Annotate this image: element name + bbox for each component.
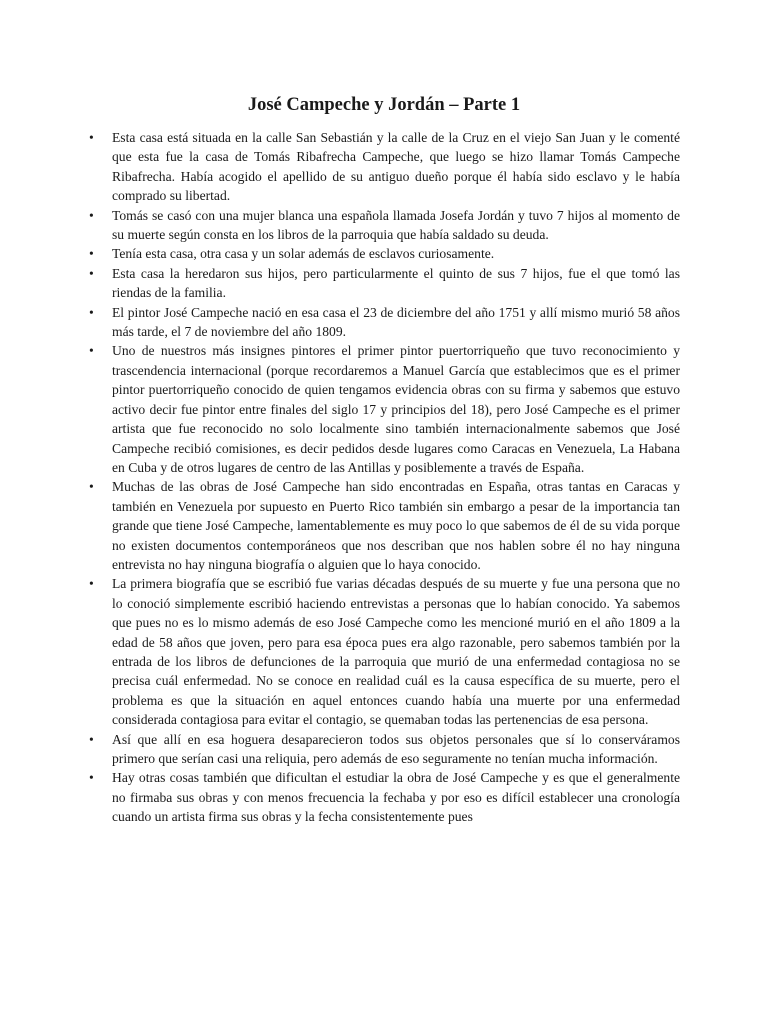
bullet-icon: •: [89, 770, 94, 786]
list-item: [88, 128, 680, 206]
paragraph-text: Esta casa la heredaron sus hijos, pero particularmente el quinto de sus 7 hijos, fue el que tomó las riendas de la familia.: [112, 265, 680, 301]
paragraph-text: Tomás se casó con una mujer blanca una española llamada Josefa Jordán y tuvo 7 hijos al momento de su muerte según consta en los libros de la parroquia que había saldado su deuda.: [112, 207, 680, 243]
bullet-icon: •: [89, 207, 94, 223]
document-title: José Campeche y Jordán – Parte 1: [247, 95, 521, 115]
bullet-icon: •: [89, 731, 94, 747]
bullet-icon: •: [89, 304, 94, 320]
bullet-list: [88, 128, 680, 827]
list-item: [88, 477, 680, 574]
bullet-icon: •: [89, 576, 94, 592]
paragraph-text: Muchas de las obras de José Campeche han sido encontradas en España, otras tantas en Caracas y también en Venezuela por supuesto en Puerto Rico también sin embargo a pesar de la importancia tan grande que tiene José Campeche, lamentablemente es muy poco lo que sabemos de él de su vida porque no existen documentos contemporáneos que nos describan que nos hablen sobre él no hay ninguna entrevista no hay ninguna biografía o alguien que lo haya conocido.: [112, 479, 680, 572]
list-item: [88, 341, 680, 477]
list-item: [88, 730, 680, 769]
paragraph-text: El pintor José Campeche nació en esa casa el 23 de diciembre del año 1751 y allí mismo murió 58 años más tarde, el 7 de noviembre del año 1809.: [112, 304, 680, 340]
list-item: [88, 206, 680, 245]
paragraph-text: Tenía esta casa, otra casa y un solar además de esclavos curiosamente.: [112, 246, 495, 262]
paragraph-text: La primera biografía que se escribió fue varias décadas después de su muerte y fue una persona que no lo conoció simplemente escribió haciendo entrevistas a personas que lo habían conocido. Ya sabemos que pues no es lo mismo además de eso José Campeche como les mencioné murió en el año 1809 a la edad de 58 años que joven, pero para esa época pues era algo razonable, pero sabemos también por la entrada de los libros de defunciones de la parroquia que murió de una enfermedad contagiosa no se precisa cuál enfermedad. No se conoce en realidad cuál es la causa específica de su muerte, pero el problema es que la situación en aquel entonces cuando había una muerte por una enfermedad considerada contagiosa para evitar el contagio, se quemaban todas las pertenencias de esa persona.: [112, 576, 680, 728]
paragraph-text: Esta casa está situada en la calle San Sebastián y la calle de la Cruz en el viejo San Juan y le comenté que esta fue la casa de Tomás Ribafrecha Campeche, que luego se hizo llamar Tomás Campeche Ribafrecha. Había acogido el apellido de su antiguo dueño porque él había sido esclavo y le había comprado su libertad.: [112, 130, 680, 204]
bullet-icon: •: [89, 265, 94, 281]
list-item: [88, 264, 680, 303]
list-item: [88, 303, 680, 342]
bullet-icon: •: [89, 130, 94, 145]
bullet-icon: •: [89, 479, 94, 495]
bullet-icon: •: [89, 246, 94, 262]
bullet-icon: •: [89, 343, 94, 359]
list-item: [88, 244, 680, 263]
paragraph-text: Hay otras cosas también que dificultan el estudiar la obra de José Campeche y es que el generalmente no firmaba sus obras y con menos frecuencia la fechaba y por eso es difícil establecer una cronología cuando un artista firma sus obras y la fecha consistentemente pues: [112, 770, 680, 825]
paragraph-text: Así que allí en esa hoguera desaparecieron todos sus objetos personales que sí lo conserváramos primero que serían casi una reliquia, pero además de eso seguramente no tenían mucha información.: [112, 731, 680, 766]
list-item: [88, 574, 680, 729]
list-item: [88, 768, 680, 826]
paragraph-text: Uno de nuestros más insignes pintores el primer pintor puertorriqueño que tuvo reconocimiento y trascendencia internacional (porque recordaremos a Manuel García que establecimos que es el primer pintor puertorriqueño conocido de quien tengamos evidencia obras con su firma y sabemos que estuvo activo decir fue pintor entre finales del siglo 17 y principios del 18), pero José Campeche es el primer artista que fue reconocido no solo localmente sino también internacionalmente sabemos que José Campeche recibió comisiones, es decir pedidos desde lugares como Caracas en Venezuela, La Habana en Cuba y de otros lugares de centro de las Antillas y posiblemente a través de España.: [112, 343, 680, 475]
